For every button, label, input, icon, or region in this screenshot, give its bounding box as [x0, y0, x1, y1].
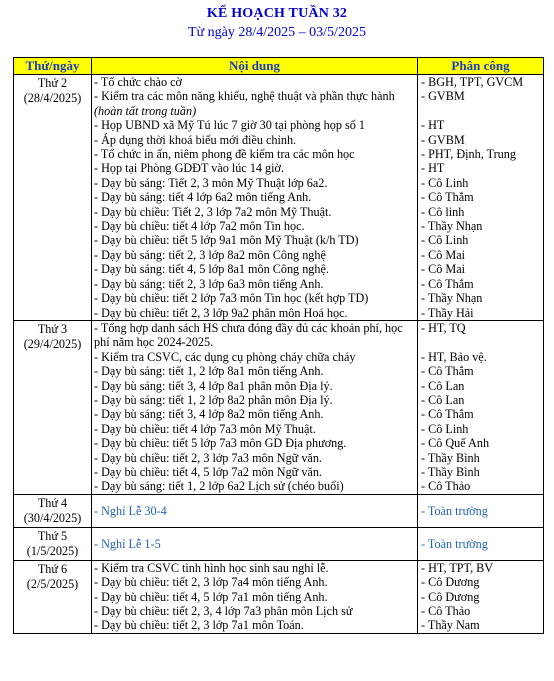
task-text: - Dạy bù chiều: tiết 2, 3 lớp 9a2 phân môn Hoá học. [94, 305, 348, 320]
list-item [94, 379, 415, 393]
task-text: - Kiểm tra các môn năng khiếu, nghệ thuật và phần thực hành [94, 89, 395, 104]
task-text: - Tổ chức chào cờ [94, 75, 182, 89]
assignee: - GVBM [421, 89, 465, 104]
assignee: - Cô Linh [421, 175, 469, 190]
plan-title: KẾ HOẠCH TUẦN 32 [206, 6, 348, 21]
plan-date-range: Từ ngày 28/4/2025 – 03/5/2025 [188, 25, 366, 40]
column-header-assignment: Phân công [418, 58, 544, 75]
assignee: - Cô Thắm [421, 407, 474, 422]
task-note: (hoàn tất trong tuần) [94, 103, 197, 118]
content-cell [92, 320, 418, 494]
task-text: - Dạy bù sáng: tiết 1, 2 lớp 8a2 phân môn Địa lý. [94, 392, 333, 407]
assignee: - Toàn trường [421, 503, 488, 518]
assignment-cell [418, 75, 544, 321]
assignee: - Toàn trường [421, 536, 488, 551]
day-cell [14, 320, 92, 494]
content-cell [92, 560, 418, 633]
list-item [94, 233, 415, 247]
task-text: - Dạy bù chiều: tiết 2, 3 lớp 7a4 môn tiếng Anh. [94, 575, 328, 590]
table-row [14, 527, 544, 560]
table-row [14, 560, 544, 633]
assignment-cell [418, 560, 544, 633]
day-cell [14, 494, 92, 527]
list-item [94, 364, 415, 378]
assignee: - GVBM [421, 132, 465, 147]
day-date: (30/4/2025) [23, 510, 82, 525]
task-text: - Dạy bù sáng: Tiết 2, 3 môn Mỹ Thuật lớp 6a2. [94, 175, 328, 190]
day-name: Thứ 4 [37, 495, 68, 510]
list-item [94, 205, 415, 219]
assignee: - Cô Mai [421, 247, 466, 262]
list-item [94, 618, 415, 632]
assignee: - Cô Quế Anh [421, 436, 490, 451]
assignee: - Cô Thắm [421, 276, 474, 291]
list-item [94, 321, 415, 350]
list-item [94, 407, 415, 421]
list-item [94, 604, 415, 618]
assignment-cell [418, 494, 544, 527]
task-text: - Nghỉ Lễ 1-5 [94, 536, 161, 551]
day-date: (29/4/2025) [23, 336, 82, 351]
task-text: - Kiểm tra CSVC tình hình học sinh sau nghỉ lễ. [94, 560, 329, 575]
assignee: - HT, TQ [421, 320, 466, 335]
assignee: - Cô Mai [421, 262, 466, 277]
task-text: - Dạy bù chiều: tiết 2, 3 lớp 7a3 môn Ngữ văn. [94, 450, 322, 465]
table-row [14, 75, 544, 321]
list-item [94, 118, 415, 132]
column-header-day: Thứ/ngày [14, 58, 92, 75]
content-cell [92, 494, 418, 527]
assignee: - Thầy Nam [421, 618, 480, 633]
list-item [94, 190, 415, 204]
table-row [14, 494, 544, 527]
assignee: - Cô Thảo [421, 479, 471, 494]
list-item [94, 350, 415, 364]
task-text: - Kiểm tra CSVC, các dụng cụ phòng cháy chữa cháy [94, 349, 356, 364]
list-item [94, 465, 415, 479]
assignee: - Cô Dương [421, 575, 480, 590]
day-name: Thứ 3 [37, 321, 68, 336]
list-item [94, 277, 415, 291]
task-text: - Dạy bù sáng: tiết 2, 3 lớp 6a3 môn tiếng Anh. [94, 276, 324, 291]
assignee: - Cô Thắm [421, 364, 474, 379]
task-text: - Dạy bù chiều: tiết 5 lớp 7a3 môn GD Địa phương. [94, 436, 347, 451]
task-text: - Tổng hợp danh sách HS chưa đóng đầy đủ các khoản phí, học phí năm học 2024-2025. [94, 320, 403, 350]
task-text: - Dạy bù chiều: Tiết 2, 3 lớp 7a2 môn Mỹ Thuật. [94, 204, 332, 219]
day-name: Thứ 6 [37, 561, 68, 576]
task-text: - Họp tại Phòng GDĐT vào lúc 14 giờ. [94, 161, 285, 176]
assignee: - Thầy Nhạn [421, 291, 483, 306]
assignment-cell [418, 320, 544, 494]
assignee: - HT, TPT, BV [421, 560, 494, 575]
assignee: - PHT, Định, Trung [421, 147, 516, 162]
assignee: - Cô linh [421, 204, 465, 219]
day-date: (2/5/2025) [26, 576, 79, 591]
task-text: - Dạy bù sáng: tiết 3, 4 lớp 8a1 phân môn Địa lý. [94, 378, 333, 393]
assignee: - Thầy Nhạn [421, 219, 483, 234]
list-item [94, 451, 415, 465]
task-text: - Dạy bù chiều: tiết 4, 5 lớp 7a2 môn Ngữ văn. [94, 464, 322, 479]
assignee: - Cô Thắm [421, 190, 474, 205]
assignee: - Cô Lan [421, 392, 465, 407]
list-item [94, 262, 415, 276]
list-item [94, 248, 415, 262]
assignee: - Thầy Bình [421, 464, 480, 479]
task-text: - Dạy bù sáng: tiết 1, 2 lớp 6a2 Lịch sử (chéo buổi) [94, 479, 344, 494]
list-item [94, 590, 415, 604]
list-item [94, 133, 415, 147]
task-text: - Dạy bù chiều: tiết 2, 3 lớp 7a1 môn Toán. [94, 618, 304, 633]
day-name: Thứ 5 [37, 528, 68, 543]
task-text: - Dạy bù chiều: tiết 4 lớp 7a3 môn Mỹ Thuật. [94, 421, 316, 436]
weekly-plan-table [13, 57, 544, 634]
list-item [94, 89, 415, 118]
assignee: - HT [421, 118, 445, 133]
day-name: Thứ 2 [37, 76, 68, 90]
day-cell [14, 527, 92, 560]
list-item [94, 161, 415, 175]
list-item [94, 436, 415, 450]
list-item [94, 176, 415, 190]
content-cell [92, 527, 418, 560]
assignee: - Thầy Bình [421, 450, 480, 465]
assignee: - HT, Bảo vệ. [421, 349, 487, 364]
list-item [94, 75, 415, 89]
day-date: (28/4/2025) [23, 91, 82, 105]
task-text: - Dạy bù sáng: tiết 4, 5 lớp 8a1 môn Công nghệ. [94, 262, 329, 277]
list-item [94, 291, 415, 305]
day-cell [14, 75, 92, 321]
assignee: - Cô Thảo [421, 604, 471, 618]
list-item [94, 504, 415, 518]
day-cell [14, 560, 92, 633]
task-text: - Tổ chức in ấn, niêm phong đề kiểm tra các môn học [94, 147, 355, 162]
task-text: - Dạy bù chiều: tiết 2, 3, 4 lớp 7a3 phân môn Lịch sử [94, 604, 353, 618]
task-text: - Dạy bù sáng: tiết 4 lớp 6a2 môn tiếng Anh. [94, 190, 312, 205]
task-text: - Dạy bù chiều: tiết 4 lớp 7a2 môn Tin học. [94, 219, 305, 234]
table-row [14, 320, 544, 494]
task-text: - Nghỉ Lễ 30-4 [94, 503, 167, 518]
list-item [94, 219, 415, 233]
assignee: - Cô Lan [421, 378, 465, 393]
assignment-cell [418, 527, 544, 560]
task-text: - Dạy bù sáng: tiết 2, 3 lớp 8a2 môn Công nghệ [94, 247, 326, 262]
task-text: - Họp UBND xã Mỹ Tú lúc 7 giờ 30 tại phòng họp số 1 [94, 118, 365, 133]
list-item [94, 306, 415, 320]
list-item [94, 393, 415, 407]
assignee: - Cô Linh [421, 233, 469, 248]
column-header-content: Nội dung [92, 58, 418, 75]
table-header-row [14, 58, 544, 75]
task-text: - Dạy bù chiều: tiết 4, 5 lớp 7a1 môn tiếng Anh. [94, 589, 328, 604]
table-body [14, 75, 544, 634]
content-cell [92, 75, 418, 321]
assignee: - Cô Dương [421, 589, 480, 604]
task-text: - Dạy bù chiều: tiết 5 lớp 9a1 môn Mỹ Thuật (k/h TD) [94, 233, 359, 248]
task-text: - Dạy bù sáng: tiết 3, 4 lớp 8a2 môn tiếng Anh. [94, 407, 324, 422]
list-item [94, 147, 415, 161]
assignee: - BGH, TPT, GVCM [421, 75, 524, 89]
task-text: - Dạy bù sáng: tiết 1, 2 lớp 8a1 môn tiếng Anh. [94, 364, 324, 379]
assignee: - HT [421, 161, 445, 176]
day-date: (1/5/2025) [26, 543, 79, 558]
list-item [94, 422, 415, 436]
task-text: - Áp dụng thời khoá biểu mới điều chỉnh. [94, 132, 297, 147]
list-item [94, 561, 415, 575]
assignee: - Thầy Hải [421, 305, 474, 320]
list-item [94, 479, 415, 493]
task-text: - Dạy bù chiều: tiết 2 lớp 7a3 môn Tin học (kết hợp TD) [94, 291, 369, 306]
list-item [94, 537, 415, 551]
assignee: - Cô Linh [421, 421, 469, 436]
list-item [94, 575, 415, 589]
